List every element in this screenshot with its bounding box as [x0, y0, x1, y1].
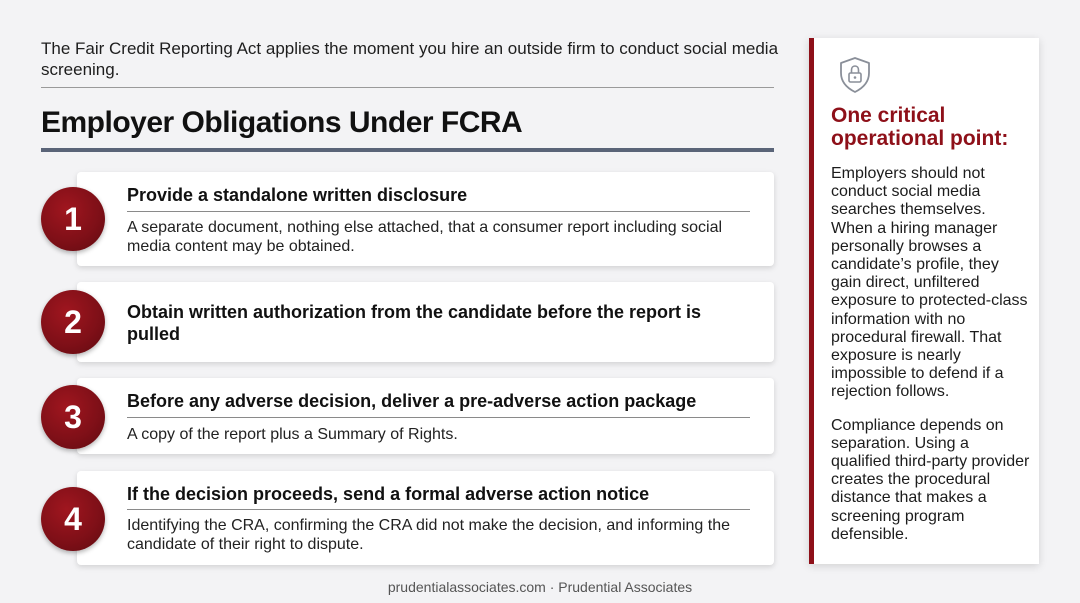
- footer-text: prudentialassociates.com · Prudential Associates: [387, 579, 693, 595]
- intro-divider: [41, 87, 774, 88]
- step-card-3: [77, 378, 774, 454]
- title-underline: [41, 148, 774, 152]
- step-card-2: [77, 282, 774, 362]
- step-description: A separate document, nothing else attached, that a consumer report including social media content may be obtained.: [127, 219, 723, 255]
- step-description: Identifying the CRA, confirming the CRA did not make the decision, and informing the candidate of their right to dispute.: [127, 517, 730, 553]
- page-title: Employer Obligations Under FCRA: [41, 106, 523, 139]
- step-title: Obtain written authorization from the candidate before the report is pulled: [127, 302, 702, 344]
- step-divider: [127, 417, 750, 418]
- step-title: Before any adverse decision, deliver a pre-adverse action package: [127, 391, 697, 411]
- callout-body: [831, 165, 1031, 544]
- step-number-badge-3: 3: [41, 385, 105, 449]
- step-title: Provide a standalone written disclosure: [127, 185, 468, 205]
- step-number-badge-2: 2: [41, 290, 105, 354]
- callout-panel: [809, 38, 1039, 564]
- callout-paragraph: Compliance depends on separation. Using a qualified third-party provider creates the procedural distance that makes a screening program defensible.: [831, 416, 1030, 543]
- shield-lock-icon: [838, 56, 872, 94]
- callout-title: One critical operational point:: [831, 104, 1009, 150]
- step-divider: [127, 509, 750, 510]
- step-number-badge-1: 1: [41, 187, 105, 251]
- step-card-4: [77, 471, 774, 565]
- intro-text: The Fair Credit Reporting Act applies the moment you hire an outside firm to conduct social media screening.: [41, 39, 779, 79]
- step-divider: [127, 211, 750, 212]
- step-card-1: [77, 172, 774, 266]
- step-title: If the decision proceeds, send a formal adverse action notice: [127, 484, 650, 504]
- callout-paragraph: Employers should not conduct social media searches themselves. When a hiring manager personally browses a candidate’s profile, they gain direct, unfiltered exposure to protected-class information with no procedural firewall. That exposure is nearly impossible to defend if a rejection follows.: [831, 165, 1028, 401]
- step-description: A copy of the report plus a Summary of Rights.: [127, 426, 458, 443]
- step-number-badge-4: 4: [41, 487, 105, 551]
